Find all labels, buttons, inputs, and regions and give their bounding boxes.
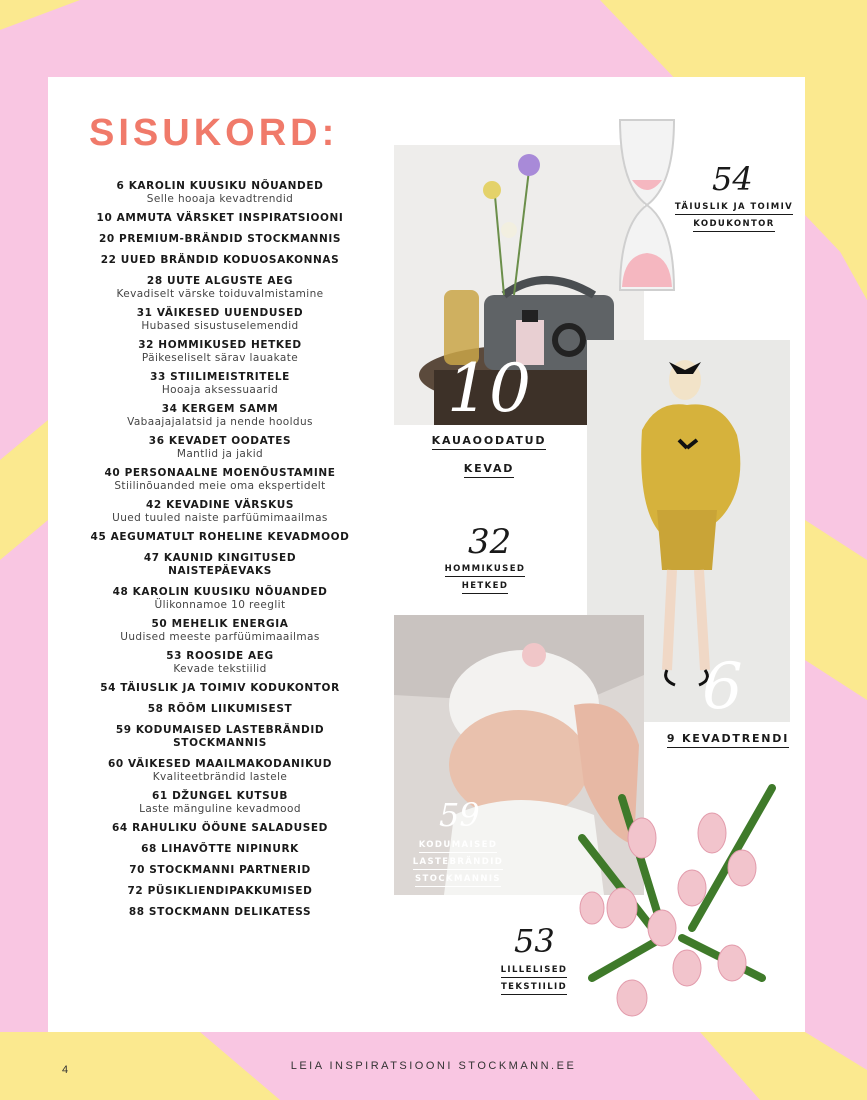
toc-entry-heading: 42 KEVADINE VÄRSKUS <box>146 499 294 511</box>
toc-entry-subtitle: Ülikonnamoe 10 reeglit <box>154 599 286 611</box>
toc-entry[interactable] <box>90 822 350 835</box>
toc-entry-heading: 60 VÄIKESED MAAILMAKODANIKUD <box>107 758 333 770</box>
toc-entry[interactable] <box>90 180 350 206</box>
toc-entry-heading: 50 MEHELIK ENERGIA <box>151 618 289 630</box>
toc-entry-heading: 36 KEVADET OODATES <box>148 435 292 447</box>
toc-entry[interactable] <box>90 703 350 716</box>
toc-entry-subtitle: Hooaja aksessuaarid <box>161 384 279 396</box>
toc-entry-subtitle: Selle hooaja kevadtrendid <box>146 193 294 205</box>
toc-entry[interactable] <box>90 212 350 225</box>
toc-entry-heading: 72 PÜSIKLIENDIPAKKUMISED <box>127 885 313 897</box>
caption-line: TEKSTIILID <box>501 982 567 995</box>
toc-entry[interactable] <box>90 843 350 856</box>
toc-entry-heading: 40 PERSONAALNE MOENÕUSTAMINE <box>104 467 336 479</box>
toc-entry-subtitle: Kvaliteetbrändid lastele <box>152 771 288 783</box>
caption-line: KEVAD <box>464 462 514 478</box>
toc-entry[interactable] <box>90 467 350 493</box>
toc-entry-subtitle: Uued tuuled naiste parfüümimaailmas <box>112 512 328 524</box>
toc-entry[interactable] <box>90 906 350 919</box>
toc-entry-subtitle: Kevadiselt värske toiduvalmistamine <box>116 288 324 300</box>
photo-tulips <box>562 778 787 1028</box>
toc-entry-subtitle: Uudised meeste parfüümimaailmas <box>120 631 320 643</box>
toc-entry[interactable] <box>90 864 350 877</box>
toc-entry[interactable] <box>90 403 350 429</box>
toc-entry-heading: 32 HOMMIKUSED HETKED <box>138 339 302 351</box>
toc-entry[interactable] <box>90 275 350 301</box>
toc-entry[interactable] <box>90 531 350 544</box>
caption-line: LASTEBRÄNDID <box>413 857 504 870</box>
feature-number-32: 32 <box>468 522 512 562</box>
toc-entry[interactable] <box>90 233 350 246</box>
table-of-contents <box>90 180 350 927</box>
toc-entry[interactable] <box>90 790 350 816</box>
toc-entry-subtitle: Mantlid ja jakid <box>176 448 264 460</box>
toc-entry-heading: 31 VÄIKESED UUENDUSED <box>136 307 304 319</box>
toc-entry[interactable] <box>90 339 350 365</box>
toc-entry[interactable] <box>90 552 350 578</box>
caption-line: KAUAOODATUD <box>432 434 547 450</box>
caption-line: HOMMIKUSED <box>445 564 526 577</box>
caption-line: KODUMAISED <box>419 840 498 853</box>
caption-line: HETKED <box>462 581 509 594</box>
toc-entry-heading: 54 TÄIUSLIK JA TOIMIV KODUKONTOR <box>100 682 340 694</box>
toc-entry[interactable] <box>90 724 350 750</box>
feature-caption-6[interactable] <box>648 732 808 752</box>
toc-entry-heading: 61 DŽUNGEL KUTSUB <box>152 790 288 802</box>
toc-entry-heading: 88 STOCKMANN DELIKATESS <box>128 906 312 918</box>
feature-caption-54[interactable] <box>664 202 804 236</box>
caption-line: STOCKMANNIS <box>415 874 501 887</box>
feature-caption-10[interactable] <box>414 434 564 482</box>
feature-number-54: 54 <box>712 160 753 198</box>
toc-entry-heading: 70 STOCKMANNI PARTNERID <box>129 864 311 876</box>
toc-entry-heading: 48 KAROLIN KUUSIKU NÕUANDED <box>112 586 328 598</box>
toc-entry-heading: 64 RAHULIKU ÖÖUNE SALADUSED <box>112 822 328 834</box>
toc-entry[interactable] <box>90 758 350 784</box>
toc-entry[interactable] <box>90 254 350 267</box>
feature-number-6: 6 <box>702 650 743 724</box>
toc-entry[interactable] <box>90 885 350 898</box>
toc-entry-heading: 34 KERGEM SAMM <box>161 403 279 415</box>
toc-entry-heading: 33 STIILIMEISTRITELE <box>150 371 290 383</box>
toc-entry-subtitle: Stiilinõuanded meie oma ekspertidelt <box>114 480 326 492</box>
feature-number-59: 59 <box>439 796 480 834</box>
toc-entry-heading: 59 KODUMAISED LASTEBRÄNDID STOCKMANNIS <box>115 724 325 749</box>
feature-caption-32[interactable] <box>425 564 545 598</box>
toc-entry-heading: 53 ROOSIDE AEG <box>166 650 274 662</box>
toc-entry[interactable] <box>90 435 350 461</box>
toc-entry-subtitle: Vabaajajalatsid ja nende hooldus <box>127 416 313 428</box>
toc-entry-subtitle: Hubased sisustuselemendid <box>141 320 299 332</box>
toc-entry-heading: 58 RÕÕM LIIKUMISEST <box>147 703 293 715</box>
toc-entry-heading: 20 PREMIUM-BRÄNDID STOCKMANNIS <box>98 233 342 245</box>
footer-tagline: LEIA INSPIRATSIOONI STOCKMANN.EE <box>290 1060 577 1072</box>
feature-number-53: 53 <box>514 922 555 960</box>
toc-entry-heading: 47 KAUNID KINGITUSED NAISTEPÄEVAKS <box>143 552 297 577</box>
toc-entry[interactable] <box>90 307 350 333</box>
toc-entry-subtitle: Kevade tekstiilid <box>173 663 267 675</box>
caption-line: TÄIUSLIK JA TOIMIV <box>675 202 793 215</box>
toc-entry[interactable] <box>90 682 350 695</box>
toc-entry-subtitle: Päikeseliselt särav lauakate <box>141 352 299 364</box>
toc-entry-heading: 45 AEGUMATULT ROHELINE KEVADMOOD <box>90 531 350 543</box>
feature-caption-59[interactable] <box>398 840 518 891</box>
page-title: SISUKORD: <box>89 112 339 154</box>
toc-entry-heading: 10 AMMUTA VÄRSKET INSPIRATSIOONI <box>96 212 344 224</box>
feature-caption-53[interactable] <box>484 965 584 999</box>
feature-number-10: 10 <box>447 350 531 427</box>
caption-line: 9 KEVADTRENDI <box>667 732 789 748</box>
toc-entry-heading: 28 UUTE ALGUSTE AEG <box>146 275 294 287</box>
toc-entry[interactable] <box>90 499 350 525</box>
toc-entry-heading: 6 KAROLIN KUUSIKU NÕUANDED <box>116 180 324 192</box>
toc-entry-heading: 68 LIHAVÕTTE NIPINURK <box>141 843 299 855</box>
toc-entry[interactable] <box>90 650 350 676</box>
caption-line: LILLELISED <box>501 965 568 978</box>
toc-entry[interactable] <box>90 586 350 612</box>
toc-entry[interactable] <box>90 371 350 397</box>
caption-line: KODUKONTOR <box>693 219 775 232</box>
toc-entry-subtitle: Laste mänguline kevadmood <box>139 803 301 815</box>
toc-entry[interactable] <box>90 618 350 644</box>
page-number: 4 <box>62 1064 69 1076</box>
toc-entry-heading: 22 UUED BRÄNDID KODUOSAKONNAS <box>100 254 340 266</box>
